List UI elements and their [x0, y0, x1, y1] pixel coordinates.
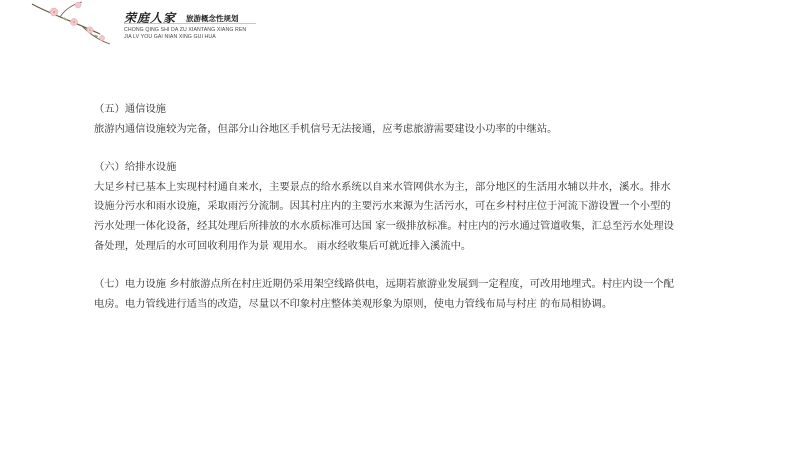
brand-subtitle: 旅游概念性规划	[186, 14, 239, 23]
header-divider	[124, 23, 256, 24]
document-body	[94, 100, 704, 314]
page-header	[0, 0, 791, 48]
paragraph-line: （七）电力设施 乡村旅游点所在村庄近期仍采用架空线路供电，远期若旅游业发展到一定程度，可改用地埋式。村庄内设一个配	[94, 278, 674, 291]
paragraph-line: 电房。电力管线进行适当的改造，尽量以不印象村庄整体美观形象为原则，使电力管线布局与村庄 的布局相协调。	[94, 297, 613, 310]
plum-blossom-branch-icon	[30, 0, 122, 46]
paragraph-line: 备处理，处理后的水可回收利用作为景 观用水。 雨水经收集后可就近排入溪流中。	[94, 239, 472, 252]
brand-pinyin-line-2: JIA LV YOU GAI NIAN XING GUI HUA	[124, 34, 216, 40]
brand-title: 荣庭人家	[124, 11, 177, 25]
section-heading: （六）给排水设施	[94, 161, 177, 174]
section-water-supply-drainage	[94, 158, 704, 256]
paragraph-line: 大足乡村已基本上实现村村通自来水，主要景点的给水系统以自来水管网供水为主，部分地区的生活用水辅以井水，溪水。排水	[94, 180, 671, 193]
section-power-facilities	[94, 275, 704, 314]
paragraph-line: 污水处理一体化设备，经其处理后所排放的水水质标准可达国 家一级排放标准。村庄内的污水通过管道收集，汇总至污水处理设	[94, 219, 674, 232]
brand-pinyin-line-1: CHONG QING SHI DA ZU XIANTANG XIANG REN	[124, 27, 247, 33]
section-communication	[94, 100, 704, 139]
paragraph-line: 设施分污水和雨水设施，采取雨污分流制。因其村庄内的主要污水来源为生活污水，可在乡村村庄位于河流下游设置一个小型的	[94, 200, 671, 213]
paragraph-line: 旅游内通信设施较为完备，但部分山谷地区手机信号无法接通，应考虑旅游需要建设小功率的中继站。	[94, 122, 558, 135]
section-heading: （五）通信设施	[94, 103, 167, 115]
